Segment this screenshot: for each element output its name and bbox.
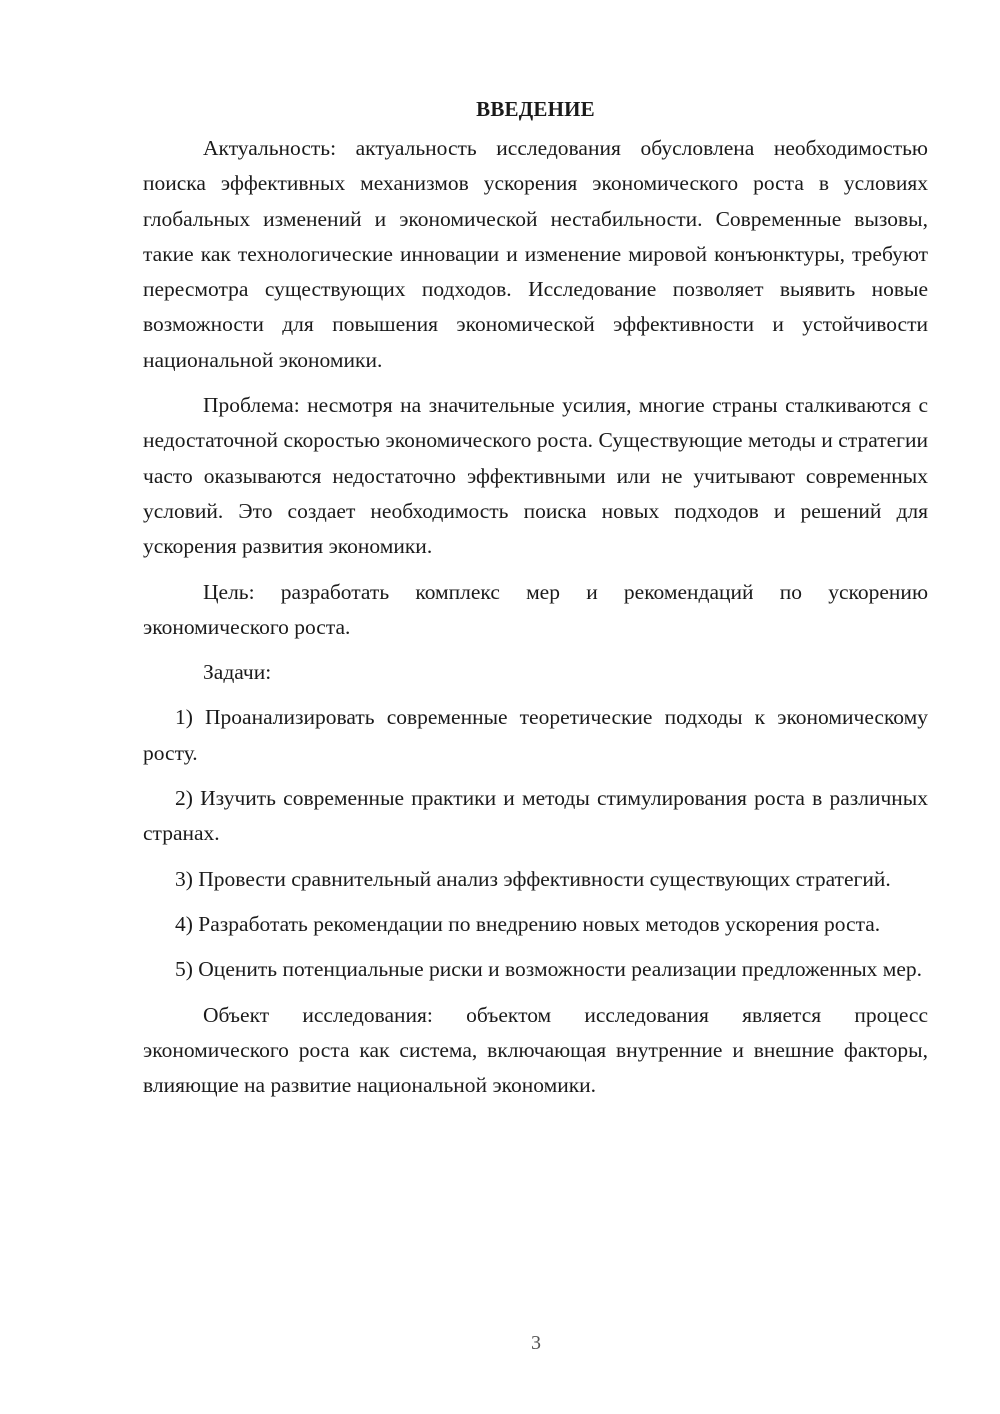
- paragraph-goal: Цель: разработать комплекс мер и рекомендаций по ускорению экономического роста.: [143, 579, 928, 639]
- section-title: ВВЕДЕНИЕ: [476, 97, 595, 121]
- page-number: 3: [531, 1332, 541, 1354]
- paragraph-object: Объект исследования: объектом исследования является процесс экономического роста как система, включающая внутренние и внешние факторы, влияющие на развитие национальной экономики.: [143, 1002, 928, 1098]
- task-item: 4) Разработать рекомендации по внедрению новых методов ускорения роста.: [175, 911, 881, 936]
- task-item: 5) Оценить потенциальные риски и возможности реализации предложенных мер.: [175, 957, 923, 982]
- document-page: [143, 92, 928, 1103]
- tasks-heading: Задачи:: [203, 660, 272, 685]
- paragraph-relevance: Актуальность: актуальность исследования обусловлена необходимостью поиска эффективных механизмов ускорения экономического роста в условиях глобальных изменений и экономической нестабильности. Современные вызовы, такие как технологические инновации и изменение мировой конъюнктуры, требуют пересмотра существующих подходов. Исследование позволяет выявить новые возможности для повышения экономической эффективности и устойчивости национальной экономики.: [143, 136, 928, 372]
- paragraph-problem: Проблема: несмотря на значительные усилия, многие страны сталкиваются с недостаточной скоростью экономического роста. Существующие методы и стратегии часто оказываются недостаточно эффективными или не учитывают современных условий. Это создает необходимость поиска новых подходов и решений для ускорения развития экономики.: [143, 393, 928, 559]
- task-item: 1) Проанализировать современные теоретические подходы к экономическому росту.: [143, 705, 928, 765]
- task-item: 2) Изучить современные практики и методы стимулирования роста в различных странах.: [143, 786, 928, 846]
- task-item: 3) Провести сравнительный анализ эффективности существующих стратегий.: [175, 866, 891, 891]
